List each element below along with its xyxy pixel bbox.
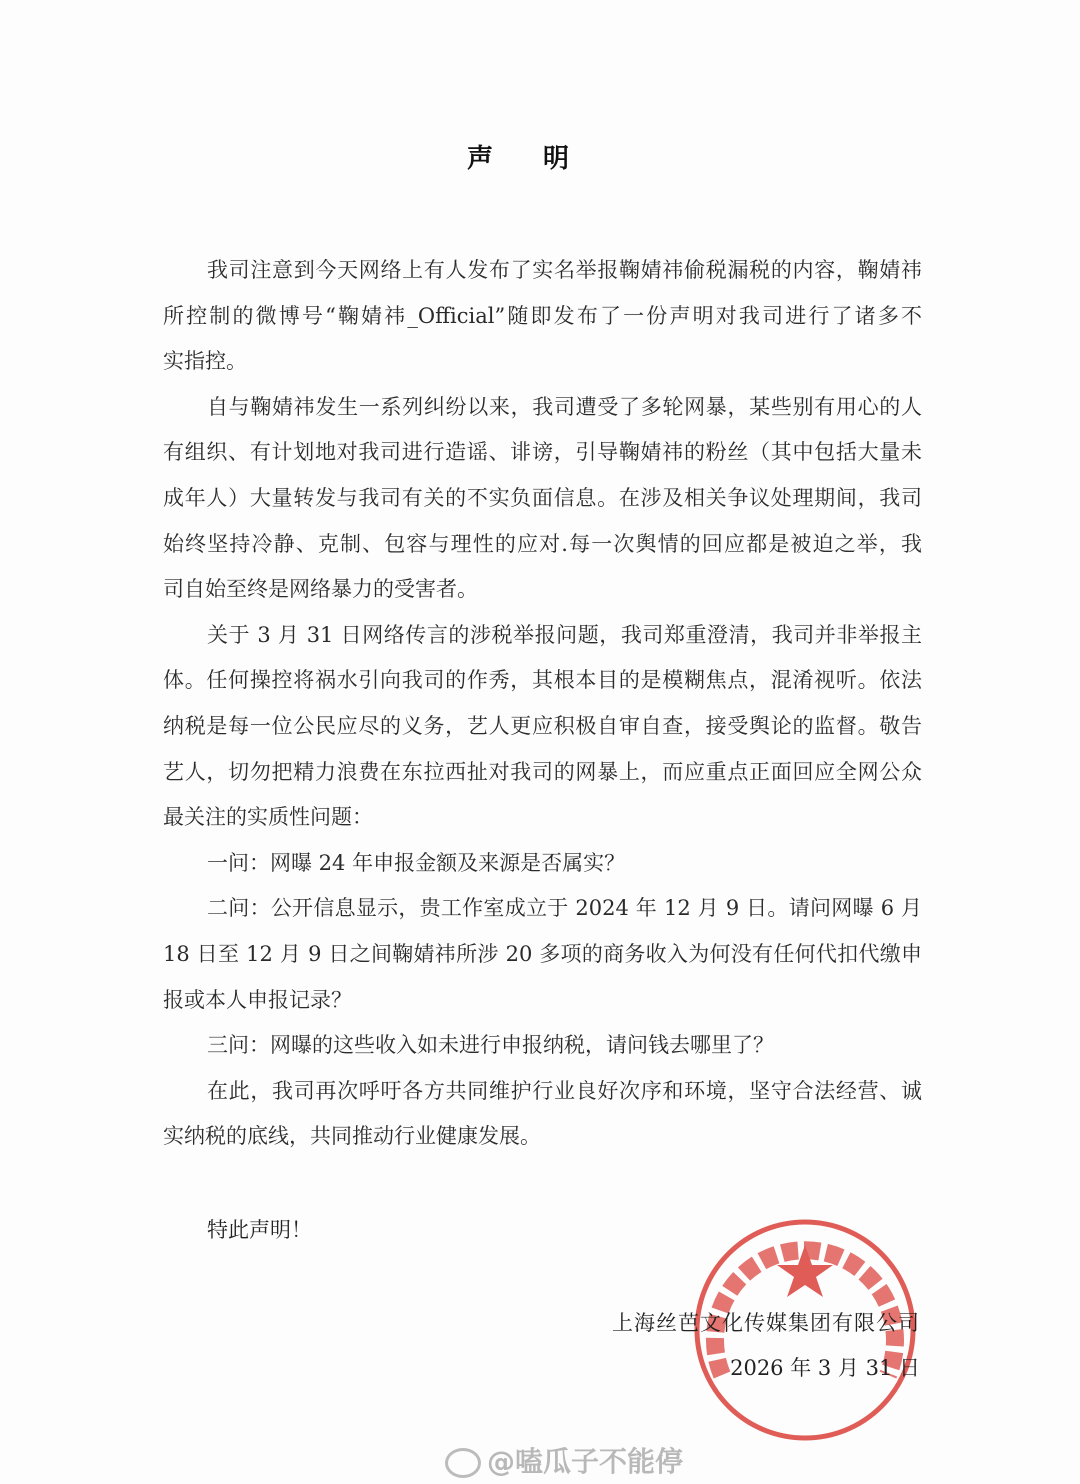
- paragraph-2-line: 司自始至终是网络暴力的受害者。: [163, 577, 478, 601]
- paragraph-3-line: 体。任何操控将祸水引向我司的作秀，其根本目的是模糊焦点，混淆视听。依法: [163, 668, 922, 692]
- paragraph-2-line: 始终坚持冷静、克制、包容与理性的应对.每一次舆情的回应都是被迫之举，我: [163, 532, 922, 556]
- signature-company: 上海丝芭文化传媒集团有限公司: [612, 1311, 920, 1335]
- paragraph-2-line: 自与鞠婧祎发生一系列纠纷以来，我司遭受了多轮网暴，某些别有用心的人: [207, 395, 922, 419]
- paragraph-1-line: 所控制的微博号“鞠婧祎_Official”随即发布了一份声明对我司进行了诸多不: [163, 304, 922, 328]
- paragraph-5-line: 二问：公开信息显示，贵工作室成立于 2024 年 12 月 9 日。请问网曝 6 月: [207, 896, 922, 920]
- paragraph-3-line: 最关注的实质性问题：: [163, 805, 373, 829]
- paragraph-3-line: 纳税是每一位公民应尽的义务，艺人更应积极自审自查，接受舆论的监督。敬告: [163, 714, 922, 738]
- weibo-icon: [445, 1448, 481, 1478]
- paragraph-7-line: 实纳税的底线，共同推动行业健康发展。: [163, 1124, 541, 1148]
- paragraph-4-line: 一问：网曝 24 年申报金额及来源是否属实？: [207, 851, 626, 875]
- paragraph-2-line: 成年人）大量转发与我司有关的不实负面信息。在涉及相关争议处理期间，我司: [163, 486, 922, 510]
- paragraph-1-line: 我司注意到今天网络上有人发布了实名举报鞠婧祎偷税漏税的内容，鞠婧祎: [207, 258, 922, 282]
- paragraph-3-line: 关于 3 月 31 日网络传言的涉税举报问题，我司郑重澄清，我司并非举报主: [207, 623, 922, 647]
- paragraph-3-line: 艺人，切勿把精力浪费在东拉西扯对我司的网暴上，而应重点正面回应全网公众: [163, 760, 922, 784]
- signature-date: 2026 年 3 月 31 日: [730, 1356, 920, 1380]
- paragraph-7-line: 在此，我司再次呼吁各方共同维护行业良好次序和环境，坚守合法经营、诚: [207, 1079, 922, 1103]
- paragraph-2-line: 有组织、有计划地对我司进行造谣、诽谤，引导鞠婧祎的粉丝（其中包括大量未: [163, 440, 922, 464]
- paragraph-5-line: 18 日至 12 月 9 日之间鞠婧祎所涉 20 多项的商务收入为何没有任何代扣代缴申: [163, 942, 922, 966]
- paragraph-5-line: 报或本人申报记录？: [163, 988, 352, 1012]
- paragraph-6-line: 三问：网曝的这些收入如未进行申报纳税，请问钱去哪里了？: [207, 1033, 774, 1057]
- paragraph-1-line: 实指控。: [163, 349, 247, 373]
- watermark-handle: @嗑瓜子不能停: [487, 1445, 684, 1478]
- weibo-watermark: [445, 1440, 683, 1480]
- closing-line: 特此声明！: [207, 1218, 312, 1242]
- document-title: 声明: [466, 144, 619, 174]
